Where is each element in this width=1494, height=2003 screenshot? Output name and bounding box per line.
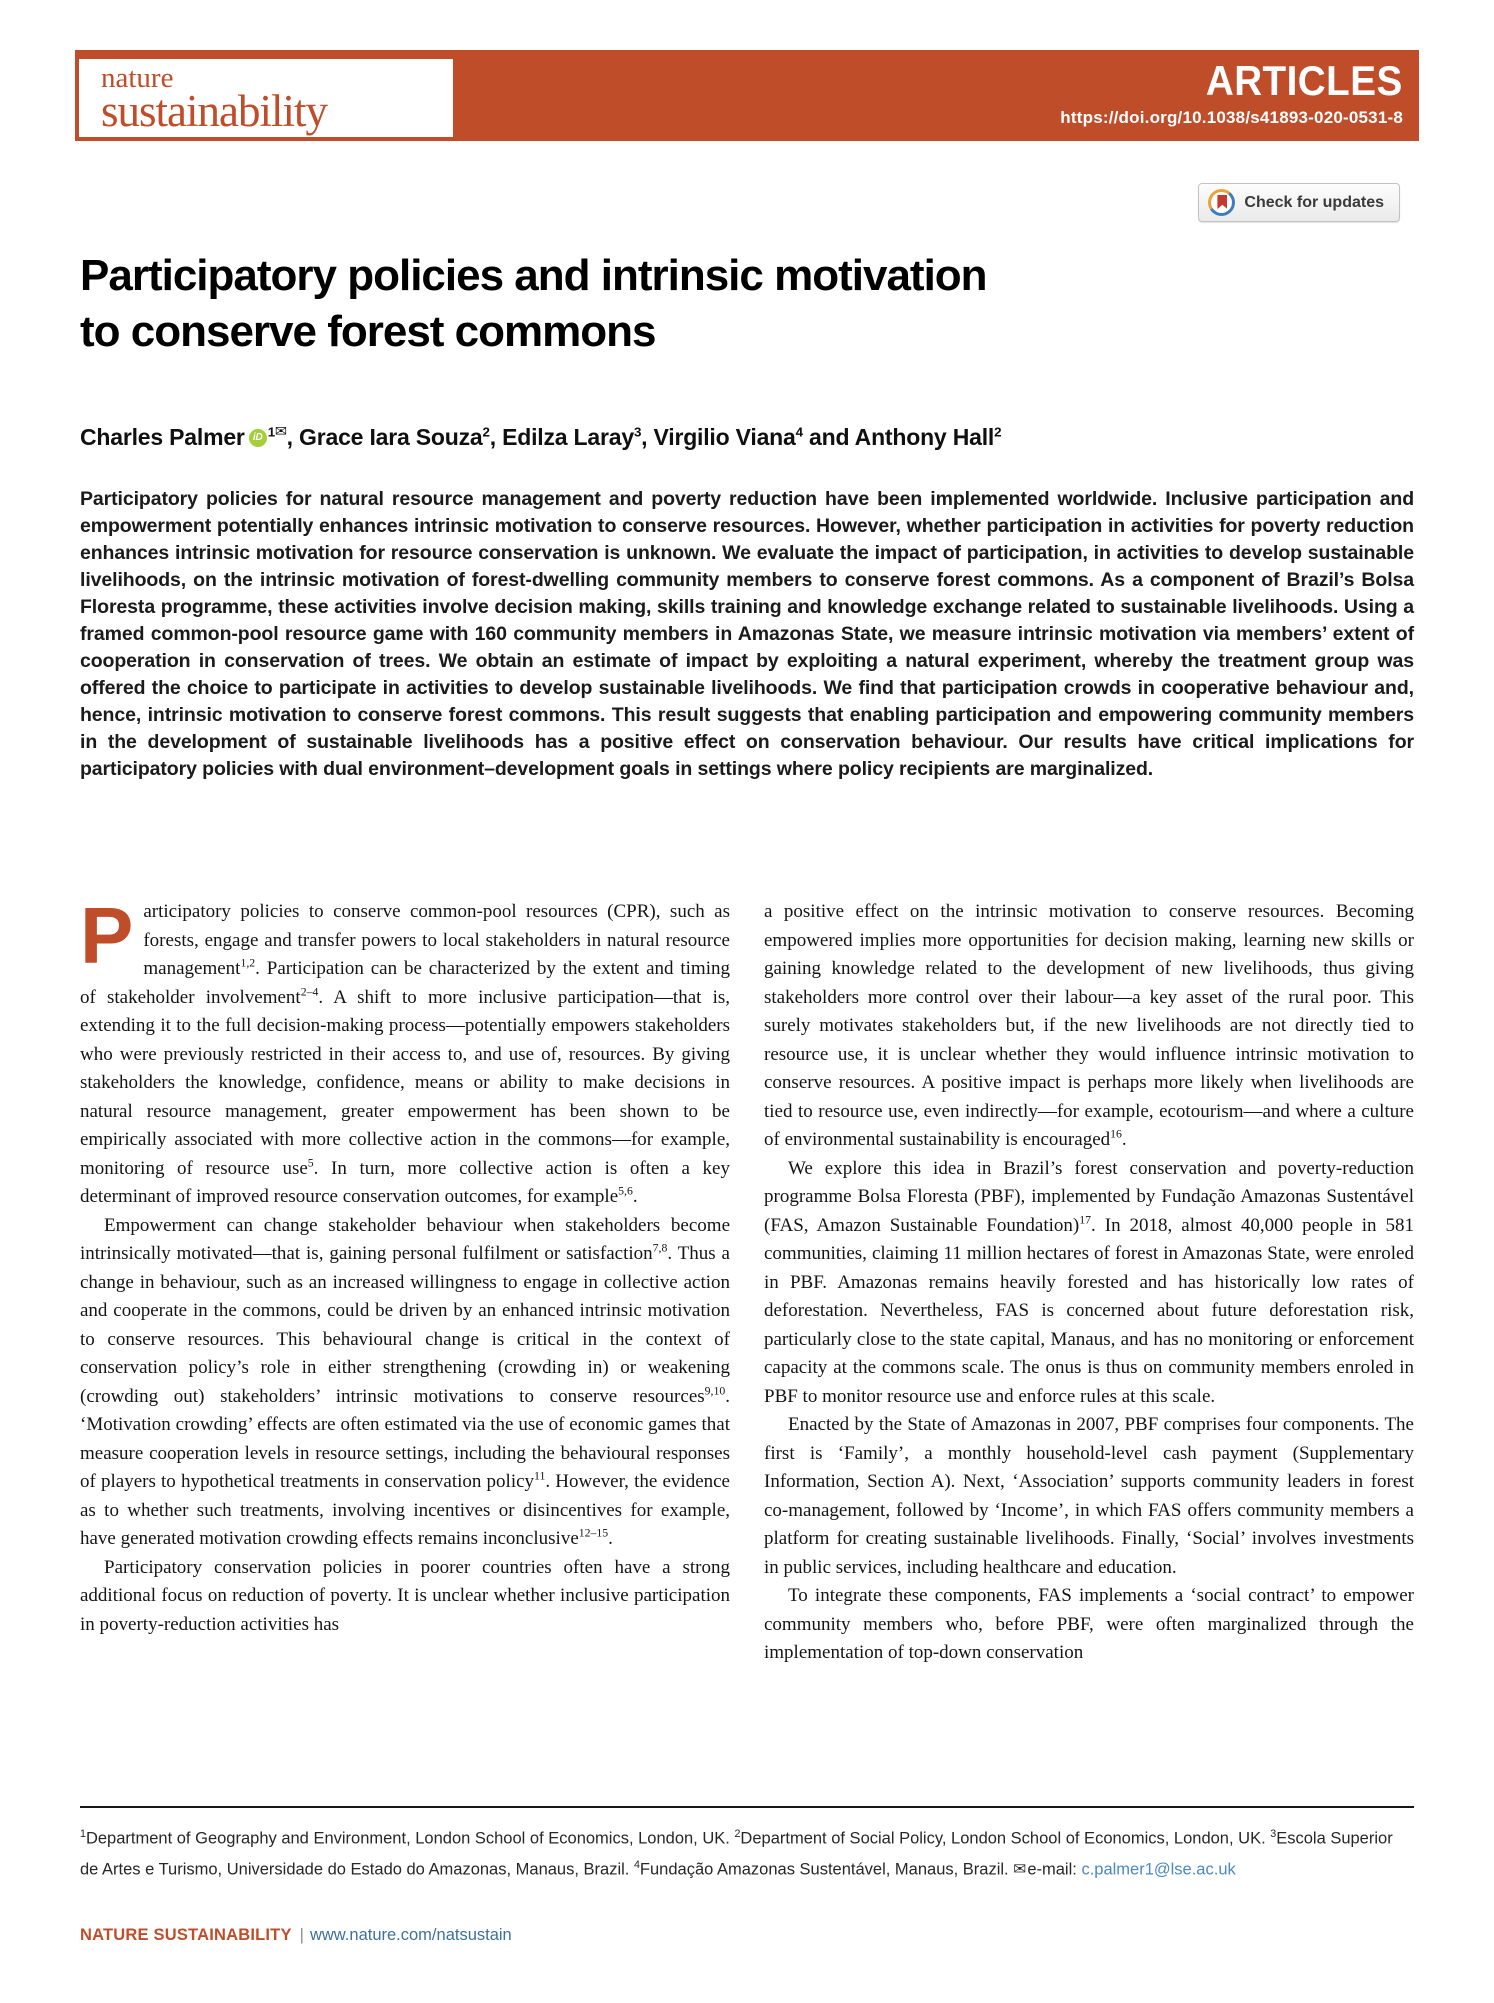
reference-superscript: 17 (1079, 1213, 1092, 1227)
reference-superscript: 2 (994, 424, 1002, 440)
reference-superscript: 9,10 (704, 1384, 726, 1398)
reference-superscript: 1,2 (240, 956, 256, 970)
page-footer (80, 1926, 512, 1945)
reference-superscript: 1 (267, 424, 275, 440)
reference-superscript: 2–4 (300, 985, 319, 999)
email-link[interactable]: c.palmer1@lse.ac.uk (1081, 1860, 1236, 1878)
page-title (80, 248, 1180, 360)
reference-superscript: 2 (482, 424, 490, 440)
footnote-block (80, 1806, 1414, 1883)
page-title-line2: to conserve forest commons (80, 307, 656, 356)
check-for-updates-button[interactable] (1198, 183, 1400, 222)
paragraph: We explore this idea in Brazil’s forest conservation and poverty-reduction programme Bolsa Floresta (PBF), implemented by Fundação Amazonas Sustentável (FAS, Amazon Sustainable Foundation)$^{17}$. In 2018, almost 40,000 people in 581 communities, claiming 11 million hectares of forest in Amazonas State, were enroled in PBF. Amazonas remains heavily forested and has historically low rates of deforestation. Nevertheless, FAS is concerned about future deforestation risk, particularly close to the state capital, Manaus, and has no monitoring or enforcement capacity at the commons scale. The onus is thus on community members enroled in PBF to monitor resource use and enforce rules at this scale. (764, 1157, 1414, 1407)
body-column-left (80, 891, 730, 1668)
envelope-icon: ✉ (1013, 1861, 1027, 1878)
check-updates-row (1198, 183, 1400, 222)
reference-superscript: 7,8 (652, 1241, 668, 1255)
paragraph (80, 891, 730, 1212)
paragraph: a positive effect on the intrinsic motivation to conserve resources. Becoming empowered implies more opportunities for decision making, learning new skills or gaining knowledge related to the development of new livelihoods, thus giving stakeholders more control over their labour—a key asset of the rural poor. This surely motivates stakeholders but, if the new livelihoods are not directly tied to resource use, it is unclear whether they would influence intrinsic motivation to conserve resources. A positive impact is perhaps more likely when livelihoods are tied to resource use, even indirectly—for example, ecotourism—and where a culture of environmental sustainability is encouraged$^{16}$. (764, 901, 1414, 1150)
affiliations-footnote: $^1$Department of Geography and Environment, London School of Economics, London, UK. $^2$Department of Social Policy, London School of Economics, London, UK. $^3$Escola Superior de Artes e Turismo, Universidade do Estado do Amazonas, Manaus, Brazil. $^4$Fundação Amazonas Sustentável, Manaus, Brazil. ✉e-mail: c.palmer1@lse.ac.uk (80, 1828, 1393, 1878)
crossmark-icon (1208, 189, 1235, 216)
banner-right (1060, 58, 1403, 128)
body-column-right (764, 898, 1414, 1668)
reference-superscript: 16 (1110, 1127, 1122, 1141)
journal-logo-line1: nature (101, 62, 174, 94)
drop-cap: P (80, 891, 134, 980)
paragraph: Participatory conservation policies in poorer countries often have a strong additional focus on reduction of poverty. It is unclear whether inclusive participation in poverty-reduction activities has (80, 1556, 730, 1635)
reference-superscript: 4 (633, 1858, 640, 1871)
page-title-line1: Participatory policies and intrinsic motivation (80, 251, 987, 300)
paragraph: To integrate these components, FAS implements a ‘social contract’ to empower community members who, before PBF, were often marginalized through the implementation of top-down conservation (764, 1585, 1414, 1663)
paragraph: Enacted by the State of Amazonas in 2007, PBF comprises four components. The first is ‘Family’, a monthly household-level cash payment (Supplementary Information, Section A). Next, ‘Association’ supports community leaders in forest co-management, followed by ‘Income’, in which FAS offers community members a platform for creating sustainable livelihoods. Finally, ‘Social’ involves investments in public services, including healthcare and education. (764, 1414, 1414, 1578)
footer-journal-name: NATURE SUSTAINABILITY (80, 1926, 292, 1944)
article-body (80, 891, 1414, 1668)
authors-line: Charles Palmer iD $^{1✉}$, Grace Iara Souza$^2$, Edilza Laray$^3$, Virgilio Viana$^4$ and Anthony Hall$^2$ (80, 424, 1002, 450)
reference-superscript: 11 (534, 1469, 546, 1483)
reference-superscript: 2 (734, 1828, 741, 1840)
reference-superscript: 4 (795, 424, 803, 440)
footer-separator: | (299, 1926, 304, 1944)
journal-logo-line2: sustainability (101, 86, 327, 136)
journal-banner (75, 50, 1419, 141)
journal-logo (79, 59, 453, 137)
check-for-updates-label: Check for updates (1244, 193, 1384, 211)
reference-superscript: 5 (307, 1156, 314, 1170)
doi-link[interactable]: https://doi.org/10.1038/s41893-020-0531-8 (1060, 108, 1403, 127)
footer-url-link[interactable]: www.nature.com/natsustain (309, 1926, 512, 1944)
orcid-icon[interactable]: iD (249, 429, 267, 447)
paragraph-text: articipatory policies to conserve common-pool resources (CPR), such as forests, engage and transfer powers to local stakeholders in natural resource management$^{1,2}$. Participation can be characterized by the extent and timing of stakeholder involvement$^{2-4}$. A shift to more inclusive participation—that is, extending it to the full decision-making process—potentially empowers stakeholders who were previously restricted in their access to, and use of, resources. By giving stakeholders the knowledge, confidence, means or ability to make decisions in natural resource management, greater empowerment has been shown to be empirically associated with more collective action in the commons—for example, monitoring of resource use$^5$. In turn, more collective action is often a key determinant of improved resource conservation outcomes, for example$^{5,6}$. (80, 901, 730, 1207)
abstract: Participatory policies for natural resource management and poverty reduction have been implemented worldwide. Inclusive participation and empowerment potentially enhances intrinsic motivation to conserve resources. However, whether participation in activities for poverty reduction enhances intrinsic motivation for resource conservation is unknown. We evaluate the impact of participation, in activities to develop sustainable livelihoods, on the intrinsic motivation of forest-dwelling community members to conserve forest commons. As a component of Brazil’s Bolsa Floresta programme, these activities involve decision making, skills training and knowledge exchange related to sustainable livelihoods. Using a framed common-pool resource game with 160 community members in Amazonas State, we measure intrinsic motivation via members’ extent of cooperation in conservation of trees. We obtain an estimate of impact by exploiting a natural experiment, whereby the treatment group was offered the choice to participate in activities to develop sustainable livelihoods. We find that participation crowds in cooperative behaviour and, hence, intrinsic motivation to conserve forest commons. This result suggests that enabling participation and empowering community members in the development of sustainable livelihoods has a positive effect on conservation behaviour. Our results have critical implications for participatory policies with dual environment–development goals in settings where policy recipients are marginalized. (80, 488, 1414, 780)
reference-superscript: 1 (80, 1828, 86, 1840)
paragraph: Empowerment can change stakeholder behaviour when stakeholders become intrinsically motivated—that is, gaining personal fulfilment or satisfaction$^{7,8}$. Thus a change in behaviour, such as an increased willingness to engage in collective action and cooperate in the commons, could be driven by an enhanced intrinsic motivation to conserve resources. This behavioural change is critical in the context of conservation policy’s role in either strengthening (crowding in) or weakening (crowding out) stakeholders’ intrinsic motivations to conserve resources$^{9,10}$. ‘Motivation crowding’ effects are often estimated via the use of economic games that measure cooperation levels in resource settings, including the behavioural responses of players to hypothetical treatments in conservation policy$^{11}$. However, the evidence as to whether such treatments, involving incentives or disincentives for example, have generated motivation crowding effects remains inconclusive$^{12-15}$. (80, 1214, 730, 1549)
reference-superscript: 5,6 (618, 1184, 633, 1198)
reference-superscript: 3 (633, 424, 642, 440)
envelope-icon: ✉ (274, 424, 287, 440)
reference-superscript: 3 (1270, 1828, 1277, 1840)
article-type-label: ARTICLES (1206, 57, 1403, 104)
reference-superscript: 12–15 (578, 1526, 609, 1540)
